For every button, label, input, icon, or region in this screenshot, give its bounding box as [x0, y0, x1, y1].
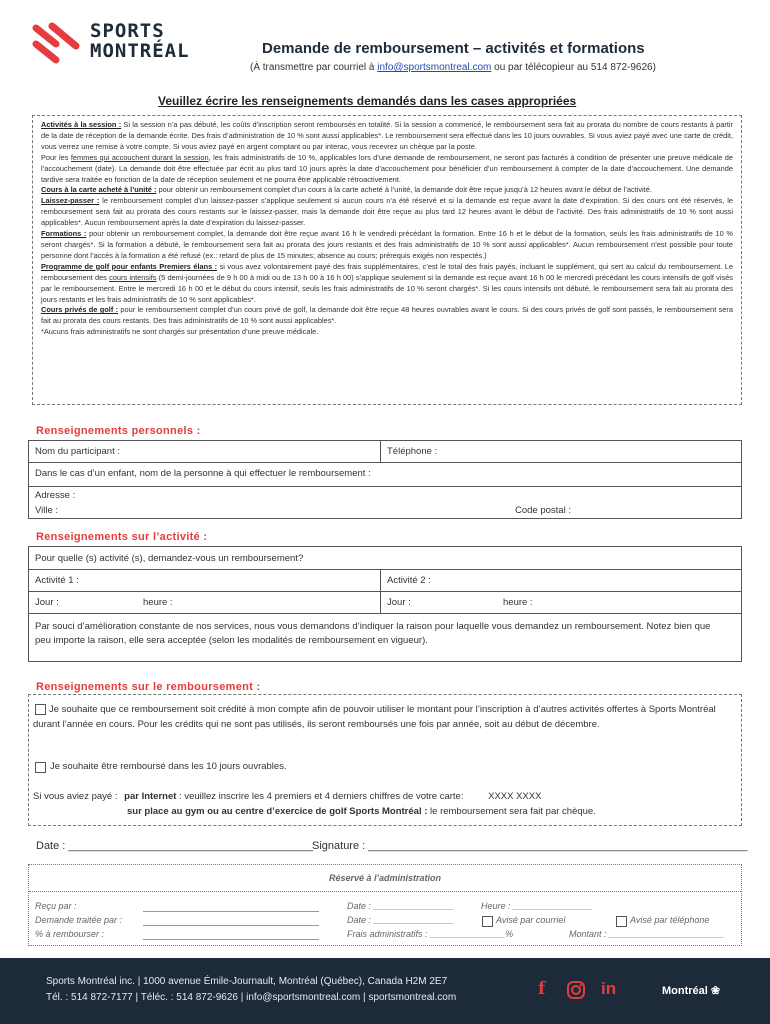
rosette-icon: ❀: [710, 985, 721, 997]
activity-times-row: [29, 592, 741, 614]
terms-para-2: [41, 153, 733, 186]
refund-box: [28, 694, 742, 826]
refund-10-days-checkbox[interactable]: [35, 762, 46, 773]
terms-label-golf-private: Cours privés de golf :: [41, 305, 119, 315]
logo-line-2: MONTRÉAL: [90, 40, 190, 62]
terms-label-pass: Laissez-passer :: [41, 196, 100, 206]
credit-account-option: Je souhaite que ce remboursement soit crédité à mon compte afin de pouvoir utiliser le montant pour l’inscription à d’autres activités offertes à Sports Montréal durant l’année en cours. Pour les crédits qui ne sont pas utilisés, ils seront remboursés une fois par année, soit au début de décembre.: [33, 704, 716, 730]
notified-phone-checkbox[interactable]: [616, 916, 627, 927]
percent-refund-label: % à rembourser :: [35, 929, 105, 939]
terms-text-golf-private: pour le remboursement complet d’un cours privé de golf, la demande doit être reçue 48 heures ouvrables avant le cours. Si des cours privés de golf sont passés, le remboursement sera fait au prorata des cours restants. Des frais administratifs de 10 % sont aussi applicables*.: [41, 305, 733, 326]
terms-text-golf-kids-b: (5 demi-journées de 9 h 00 à midi ou de 13 h 00 à 16 h 00) s’applique seulement si la demande est reçue avant 16 h 00 le mercredi précédant les cours intensifs de golf visés par le remboursement. Entre le mercredi 16 h 00 et le début du cours intensif, seuls les frais administratifs de 10 % seront chargés*. Si les cours intensifs ont débuté, le remboursement sera fait au prorata des jours restants et les frais administratifs de 10 % sont applicables*.: [41, 272, 733, 304]
terms-para-3: [41, 185, 733, 196]
terms-label-card: Cours à la carte acheté à l’unité :: [41, 185, 157, 195]
logo: [32, 18, 202, 66]
page-title: Demande de remboursement – activités et formations: [262, 40, 645, 57]
onsite-label: sur place au gym ou au centre d’exercice de golf Sports Montréal :: [127, 806, 428, 817]
activity-section-title: Renseignements sur l’activité :: [36, 531, 208, 543]
footer-contact: Tél. : 514 872-7177 | Téléc. : 514 872-9626 | info@sportsmontreal.com | sportsmontreal.com: [46, 992, 457, 1003]
terms-para-6: [41, 262, 733, 306]
terms-underline-birth: femmes qui accouchent durant la session: [70, 152, 209, 162]
activity-2-label[interactable]: Activité 2 :: [387, 575, 431, 586]
received-by-line: [143, 911, 319, 912]
footer-address: Sports Montréal inc. | 1000 avenue Émile-Journault, Montréal (Québec), Canada H2M 2E7: [46, 976, 448, 987]
personal-section-title: Renseignements personnels :: [36, 425, 201, 437]
terms-text-prefix: Pour les: [41, 152, 71, 162]
activity-2-day-label[interactable]: Jour :: [387, 597, 411, 608]
admin-title: Réservé à l’administration: [328, 873, 442, 883]
onsite-payment-line: [127, 804, 737, 819]
activity-info-box: [28, 546, 742, 662]
activity-names-row: [29, 570, 741, 592]
internet-label: par Internet: [124, 791, 177, 802]
signature-field[interactable]: Signature : ______________________________________________________________: [312, 840, 748, 852]
activity-1-label[interactable]: Activité 1 :: [35, 575, 79, 586]
terms-para-1: [41, 120, 733, 153]
email-link[interactable]: info@sportsmontreal.com: [377, 62, 492, 73]
processed-by-label: Demande traitée par :: [35, 915, 123, 925]
notified-email-checkbox[interactable]: [482, 916, 493, 927]
facebook-icon[interactable]: f: [538, 979, 546, 999]
admin-hour: Heure : ________________: [481, 901, 594, 911]
processed-by-line: [143, 925, 319, 926]
refund-section-title: Renseignements sur le remboursement :: [36, 681, 261, 693]
internet-text: : veuillez inscrire les 4 premiers et 4 derniers chiffres de votre carte:: [176, 791, 464, 802]
postal-code-label[interactable]: Code postal :: [515, 505, 571, 516]
terms-label-golf-kids: Programme de golf pour enfants Premiers élans :: [41, 261, 218, 271]
terms-text-card: pour obtenir un remboursement complet d’un cours à la carte acheté à l’unité, la demande doit être reçue jusqu’à 12 heures avant le début de l’activité.: [156, 185, 652, 195]
instagram-icon[interactable]: [566, 980, 586, 1000]
row-divider: [380, 441, 381, 463]
activity-2-hour-label[interactable]: heure :: [503, 597, 533, 608]
participant-row: [29, 441, 741, 463]
terms-underline-intensive: cours intensifs: [109, 272, 157, 282]
admin-date-2: Date : ________________: [347, 915, 454, 925]
personal-info-box: [28, 440, 742, 519]
terms-para-4: [41, 196, 733, 229]
child-row: [29, 463, 741, 487]
admin-fees: Frais administratifs : _______________%: [347, 929, 514, 939]
payment-method-line: [33, 789, 733, 804]
terms-text-golf-kids-a: si vous avez volontairement payé des frais supplémentaires, c’est le total des frais payés, incluant le supplément, qui sert au calcul du remboursement. Le remboursement des: [41, 261, 733, 282]
logo-line-1: SPORTS: [90, 20, 165, 42]
sports-montreal-logo-icon: [32, 18, 80, 66]
terms-label-training: Formations :: [41, 229, 87, 239]
onsite-text: le remboursement sera fait par chèque.: [427, 806, 596, 817]
activity-1-day-label[interactable]: Jour :: [35, 597, 59, 608]
admin-amount: Montant : _______________________: [569, 929, 725, 939]
refund-10-days-option: Je souhaite être remboursé dans les 10 jours ouvrables.: [50, 761, 287, 772]
refund-reason-text: Par souci d’amélioration constante de nos services, nous vous demandons d’indiquer la raison pour laquelle vous demandez un remboursement. Notez bien que peu importe la raison, elle sera acceptée (selon les modalités de remboursement en vigueur).: [35, 621, 711, 646]
terms-para-8: *Aucuns frais administratifs ne sont chargés sur présentation d’une preuve médicale.: [41, 327, 319, 337]
phone-label[interactable]: Téléphone :: [387, 446, 438, 457]
percent-refund-line: [143, 939, 319, 940]
montreal-city-logo-text: Montréal: [662, 985, 708, 997]
montreal-city-logo: [662, 984, 720, 997]
city-label[interactable]: Ville :: [35, 505, 59, 516]
terms-label-sessions: Activités à la session :: [41, 120, 122, 129]
participant-name-label[interactable]: Nom du participant :: [35, 446, 121, 457]
admin-divider: [29, 891, 741, 892]
date-field[interactable]: Date : ________________________________________: [36, 840, 314, 852]
terms-text-birth: , les frais administratifs de 10 %, applicables lors d’une demande de remboursement, ne seront pas facturés à condition de présenter une preuve médicale de l’accouchement (date). La demande doit être effectuée par écrit au plus tard 10 jours après la date d’accouchement pour bénéficier d’un remboursement à compter de la date d’accouchement. Une demande tardive sera traitée en fonction de la date de réception seulement et ne pourra être applicable rétroactivement.: [41, 152, 733, 184]
admin-date-1: Date : ________________: [347, 901, 454, 911]
terms-text-sessions: Si la session n’a pas débuté, les coûts d’inscription seront remboursés en totalité. Si la session a commencé, le remboursement sera fait au prorata du nombre de cours restants à partir de la date de réception de la demande écrite. Des frais d’administration de 10 % sont aussi applicables*. Le remboursement sera effectué dans les 10 jours ouvrables. Si vous aviez payé avec une carte de crédit, vous verrez une remise à votre compte. Si vous aviez payé en argent comptant ou par interac, vous recevrez un chèque par la poste.: [41, 120, 734, 151]
child-refund-name-label[interactable]: Dans le cas d’un enfant, nom de la personne à qui effectuer le remboursement :: [35, 468, 371, 479]
activity-1-hour-label[interactable]: heure :: [143, 597, 173, 608]
terms-text-pass: le remboursement complet d’un laissez-passer s’applique seulement si aucun cours n’a été réservé et si la demande est reçue avant la date d’expiration. Si des cours ont été réservés, le remboursement sera fait au prorata des cours restants sur le laissez-passer, mais la demande doit être reçue au plus tard 12 heures avant le début de l’activité. Des frais administratifs de 10 % sont aussi applicables*. Aucun remboursement après la date d’expiration du laissez-passer.: [41, 196, 733, 228]
instruction-heading: Veuillez écrire les renseignements demandés dans les cases appropriées: [158, 94, 577, 108]
footer: [0, 958, 770, 1024]
received-by-label: Reçu par :: [35, 901, 77, 911]
address-label[interactable]: Adresse :: [35, 490, 76, 501]
admin-box: [28, 864, 742, 946]
card-number-field[interactable]: XXXX XXXX: [488, 791, 542, 802]
activity-question: Pour quelle (s) activité (s), demandez-vous un remboursement?: [35, 553, 304, 564]
subtitle-suffix: ou par télécopieur au 514 872-9626): [491, 62, 656, 73]
activity-question-row: [29, 547, 741, 570]
payment-label: Si vous aviez payé :: [33, 791, 118, 802]
terms-para-5: [41, 229, 733, 262]
subtitle-prefix: (À transmettre par courriel à: [250, 62, 378, 73]
terms-text-training: pour obtenir un remboursement complet, la demande doit être reçue avant 16 h le vendredi précédant la formation. Entre 16 h et le début de la formation, seuls les frais administratifs de 10 % seront chargés*. Si la formation a débuté, le remboursement sera fait au prorata des jours restants et des frais administratifs de 10 % sont aussi applicables*. Aucun remboursement n’est possible pour toute personne dont l’accès à la formation a été refusé (ex.: retard de plus de 15 minutes; absence au cours; prérequis exigés non respectés.): [41, 229, 733, 260]
terms-para-7: [41, 305, 733, 327]
page-subtitle: [250, 62, 656, 73]
linkedin-icon[interactable]: in: [601, 979, 617, 998]
notified-email-label: Avisé par courriel: [496, 915, 566, 925]
terms-box: [32, 115, 742, 405]
notified-phone-label: Avisé par téléphone: [630, 915, 710, 925]
